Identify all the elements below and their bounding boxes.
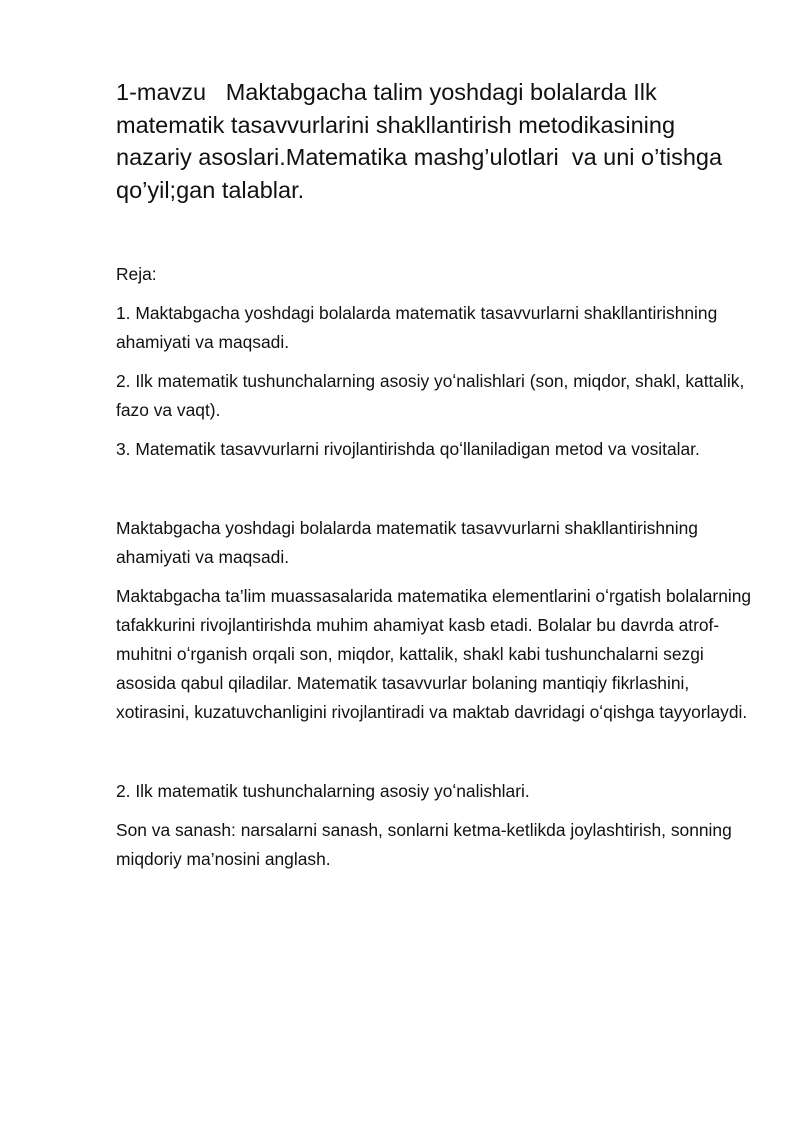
- document-page: [116, 76, 756, 874]
- document-title: 1-mavzu Maktabgacha talim yoshdagi bolalarda Ilk matematik tasavvurlarini shakllantirish metodikasining nazariy asoslari.Matematika mashg’ulotlari va uni o’tishga qo’yil;gan talablar.: [116, 79, 729, 203]
- plan-item-3: 3. Matematik tasavvurlarni rivojlantirishda qoʻllaniladigan metod va vositalar.: [116, 439, 700, 459]
- section2-heading: 2. Ilk matematik tushunchalarning asosiy yoʻnalishlari.: [116, 781, 530, 801]
- plan-label: Reja:: [116, 264, 157, 284]
- section1-body: Maktabgacha ta’lim muassasalarida matematika elementlarini oʻrgatish bolalarning tafakkurini rivojlantirishda muhim ahamiyat kasb etadi. Bolalar bu davrda atrof-muhitni oʻrganish orqali son, miqdor, kattalik, shakl kabi tushunchalarni sezgi asosida qabul qiladilar. Matematik tasavvurlar bolaning mantiqiy fikrlashini, xotirasini, kuzatuvchanligini rivojlantiradi va maktab davridagi oʻqishga tayyorlaydi.: [116, 586, 752, 722]
- plan-item-1: 1. Maktabgacha yoshdagi bolalarda matematik tasavvurlarni shakllantirishning ahamiyati va maqsadi.: [116, 303, 718, 352]
- section1-heading: Maktabgacha yoshdagi bolalarda matematik tasavvurlarni shakllantirishning ahamiyati va maqsadi.: [116, 518, 698, 567]
- plan-item-2: 2. Ilk matematik tushunchalarning asosiy yoʻnalishlari (son, miqdor, shakl, kattalik, fazo va vaqt).: [116, 371, 745, 420]
- section2-body: Son va sanash: narsalarni sanash, sonlarni ketma-ketlikda joylashtirish, sonning miqdoriy ma’nosini anglash.: [116, 820, 732, 869]
